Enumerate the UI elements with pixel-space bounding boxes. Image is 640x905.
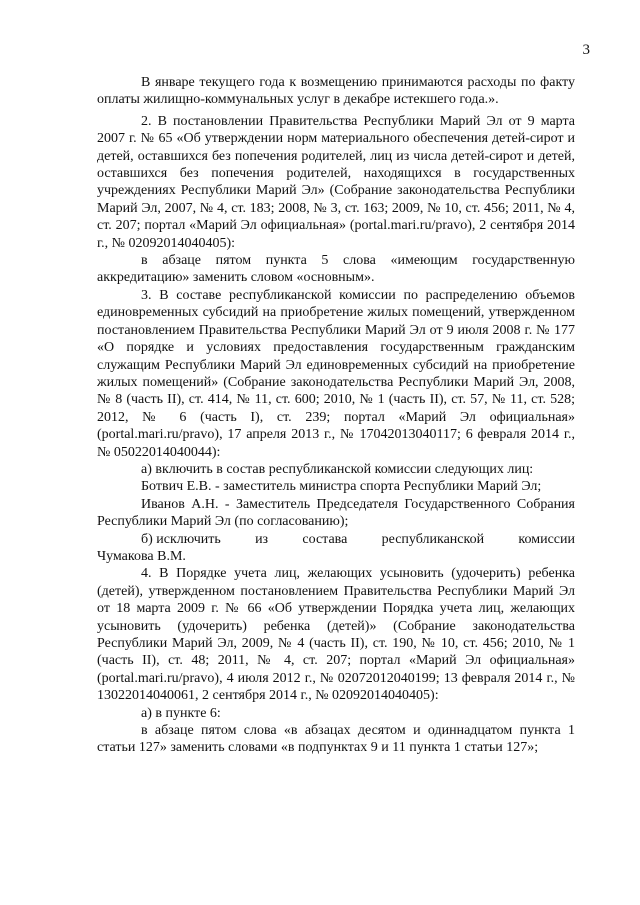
paragraph-item-3a: а) включить в состав республиканской комиссии следующих лиц:: [141, 461, 534, 477]
paragraph-item-2: 2. В постановлении Правительства Республики Марий Эл от 9 марта 2007 г. № 65 «Об утверждении норм материального обеспечения детей-сирот и детей, оставшихся без попечения родителей, лиц из числа детей-сирот и детей, оставшихся без попечения родителей, находящихся в государственных учреждениях Республики Марий Эл» (Собрание законодательства Республики Марий Эл, 2007, № 4, ст. 183; 2008, № 3, ст. 163; 2009, № 10, ст. 456; 2011, № 4, ст. 207; портал «Марий Эл официальная» (portal.mari.ru/pravo), 2 сентября 2014 г., № 02092014040405):: [97, 113, 575, 251]
exclude-word: из: [255, 531, 269, 547]
exclude-word: республиканской: [381, 531, 485, 547]
exclude-word: б) исключить: [141, 531, 221, 547]
exclude-word: комиссии: [518, 531, 575, 547]
paragraph-item-4a: а) в пункте 6:: [141, 705, 221, 721]
paragraph-item-4a-change: в абзаце пятом слова «в абзацах десятом и одиннадцатом пункта 1 статьи 127» заменить словами «в подпунктах 9 и 11 пункта 1 статьи 127»;: [97, 723, 575, 756]
page-number: 3: [582, 42, 590, 58]
paragraph-january-expenses: В январе текущего года к возмещению принимаются расходы по факту оплаты жилищно-коммунальных услуг в декабре истекшего года.».: [97, 75, 575, 108]
paragraph-item-2-change: в абзаце пятом пункта 5 слова «имеющим государственную аккредитацию» заменить словом «основным».: [97, 253, 575, 286]
paragraph-item-3: 3. В составе республиканской комиссии по распределению объемов единовременных субсидий на приобретение жилых помещений, утвержденном постановлением Правительства Республики Марий Эл от 9 июля 2008 г. № 177 «О порядке и условиях предоставления государственным гражданским служащим Республики Марий Эл единовременных субсидий на приобретение жилых помещений» (Собрание законодательства Республики Марий Эл, 2008, № 8 (часть II), ст. 414, № 11, ст. 600; 2010, № 1 (часть II), ст. 57, № 11, ст. 528; 2012, № 6 (часть I), ст. 239; портал «Марий Эл официальная» (portal.mari.ru/pravo), 17 апреля 2013 г., № 17042013040117; 6 февраля 2014 г., № 05022014040044):: [97, 287, 575, 460]
paragraph-ivanov: Иванов А.Н. - Заместитель Председателя Государственного Собрания Республики Марий Эл (по согласованию);: [97, 496, 575, 530]
paragraph-item-4: 4. В Порядке учета лиц, желающих усыновить (удочерить) ребенка (детей), утвержденном постановлением Правительства Республики Марий Эл от 18 марта 2009 г. № 66 «Об утверждении Порядка учета лиц, желающих усыновить (удочерить) ребенка (детей)» (Собрание законодательства Республики Марий Эл, 2009, № 4 (часть II), ст. 190, № 10, ст. 456; 2010, № 1 (часть II), ст. 48; 2011, № 4, ст. 207; портал «Марий Эл официальная» (portal.mari.ru/pravo), 4 июля 2012 г., № 02072012040199; 13 февраля 2014 г., № 13022014040061, 2 сентября 2014 г., № 02092014040405):: [97, 566, 575, 704]
paragraph-botvich: Ботвич Е.В. - заместитель министра спорта Республики Марий Эл;: [141, 479, 542, 495]
exclude-word: состава: [302, 531, 348, 547]
paragraph-chumakova: Чумакова В.М.: [97, 548, 186, 564]
paragraph-item-3b: [97, 531, 575, 548]
document-body: [97, 74, 575, 757]
